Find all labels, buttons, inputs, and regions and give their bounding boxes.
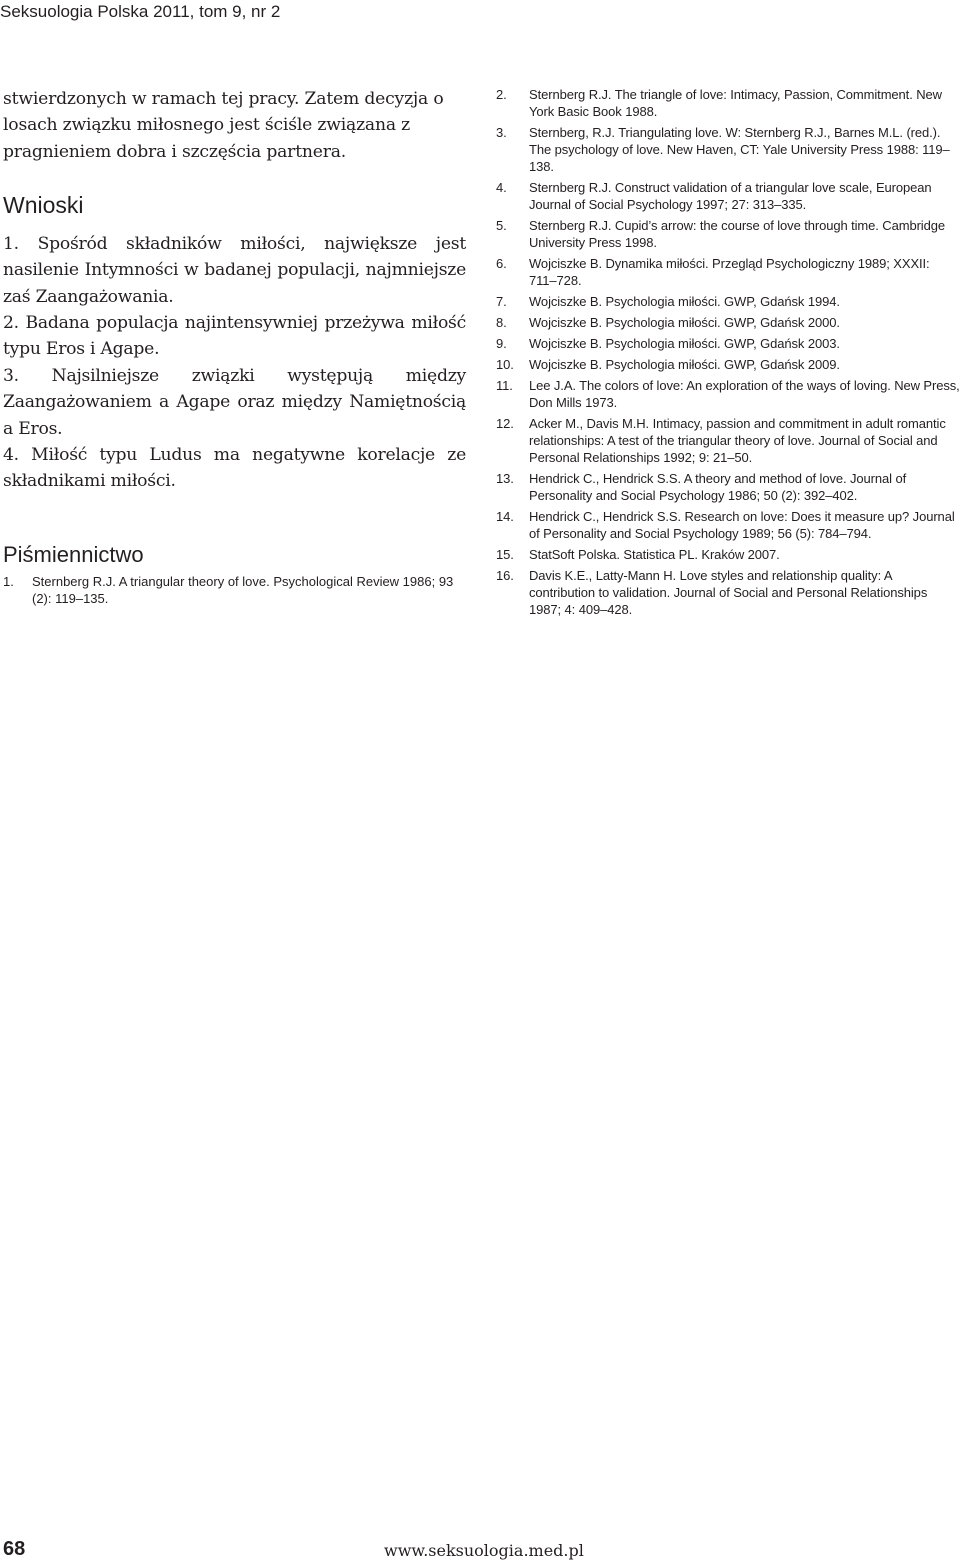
reference-number: 8. [496,315,507,330]
conclusion-item: 3. Najsilniejsze związki występują między Zaangażowaniem a Agape oraz między Namiętnością a Eros. [3,365,466,439]
reference-text: Sternberg R.J. A triangular theory of love. Psychological Review 1986; 93 (2): 119–135. [32,573,454,606]
reference-text: Lee J.A. The colors of love: An exploration of the ways of loving. New Press, Don Mills 1973. [529,378,960,410]
reference-number: 12. [496,416,514,431]
reference-item [496,508,960,542]
reference-item [496,255,960,289]
reference-text: Sternberg R.J. Construct validation of a triangular love scale, European Journal of Social Psychology 1997; 27: 313–335. [529,180,932,212]
reference-list-left [3,573,466,607]
reference-item [496,415,960,466]
reference-item [3,573,466,607]
conclusion-item: 4. Miłość typu Ludus ma negatywne korelacje ze składnikami miłości. [3,444,466,492]
left-column [3,86,466,607]
reference-text: Acker M., Davis M.H. Intimacy, passion and commitment in adult romantic relationships: A test of the triangular theory of love. Journal of Social and Personal Relationships 1992; 9: 21–50. [529,416,946,465]
reference-item [496,293,960,310]
reference-number: 14. [496,509,514,524]
conclusions-list [3,231,466,495]
conclusion-item: 2. Badana populacja najintensywniej przeżywa miłość typu Eros i Agape. [3,313,466,360]
right-column [496,86,960,622]
reference-text: Wojciszke B. Psychologia miłości. GWP, Gdańsk 2000. [529,315,840,330]
conclusion-item: 1. Spośród składników miłości, największe jest nasilenie Intymności w badanej populacji, najmniejsze zaś Zaangażowania. [3,233,466,307]
conclusions-heading: Wnioski [3,191,84,218]
reference-text: Wojciszke B. Psychologia miłości. GWP, Gdańsk 2003. [529,336,840,351]
reference-text: Sternberg, R.J. Triangulating love. W: Sternberg R.J., Barnes M.L. (red.). The psychology of love. New Haven, CT: Yale University Press 1988: 119–138. [529,125,950,174]
reference-item [496,217,960,251]
reference-number: 3. [496,125,507,140]
reference-number: 5. [496,218,507,233]
reference-text: Wojciszke B. Psychologia miłości. GWP, Gdańsk 2009. [529,357,840,372]
reference-number: 15. [496,547,514,562]
reference-item [496,356,960,373]
reference-number: 16. [496,568,514,583]
reference-list-right [496,86,960,618]
reference-text: Wojciszke B. Psychologia miłości. GWP, Gdańsk 1994. [529,294,840,309]
references-heading: Piśmiennictwo [3,541,144,567]
reference-item [496,335,960,352]
reference-text: Hendrick C., Hendrick S.S. Research on love: Does it measure up? Journal of Personality and Social Psychology 1989; 56 (5): 784–794. [529,509,955,541]
reference-number: 7. [496,294,507,309]
reference-number: 6. [496,256,507,271]
reference-item [496,470,960,504]
reference-item [496,546,960,563]
reference-item [496,314,960,331]
reference-text: Hendrick C., Hendrick S.S. A theory and method of love. Journal of Personality and Social Psychology 1986; 50 (2): 392–402. [529,471,907,503]
reference-item [496,124,960,175]
reference-item [496,377,960,411]
reference-text: Sternberg R.J. Cupid’s arrow: the course of love through time. Cambridge University Press 1998. [529,218,945,250]
reference-item [496,179,960,213]
running-header: Seksuologia Polska 2011, tom 9, nr 2 [0,2,281,21]
journal-website: www.seksuologia.med.pl [384,1541,584,1560]
reference-number: 2. [496,87,507,102]
page-number: 68 [3,1538,26,1560]
reference-number: 4. [496,180,507,195]
reference-number: 9. [496,336,507,351]
reference-text: StatSoft Polska. Statistica PL. Kraków 2007. [529,547,780,562]
reference-text: Wojciszke B. Dynamika miłości. Przegląd Psychologiczny 1989; XXXII: 711–728. [529,256,930,288]
reference-text: Davis K.E., Latty-Mann H. Love styles and relationship quality: A contribution to validation. Journal of Social and Personal Relationships 1987; 4: 409–428. [529,568,928,617]
reference-number: 11. [496,378,513,393]
reference-number: 1. [3,573,14,589]
reference-number: 10. [496,357,514,372]
reference-number: 13. [496,471,514,486]
reference-item [496,567,960,618]
reference-text: Sternberg R.J. The triangle of love: Intimacy, Passion, Commitment. New York Basic Book 1988. [529,87,942,119]
reference-item [496,86,960,120]
intro-paragraph: stwierdzonych w ramach tej pracy. Zatem decyzja o losach związku miłosnego jest ściśle związana z pragnieniem dobra i szczęścia partnera. [3,89,444,162]
